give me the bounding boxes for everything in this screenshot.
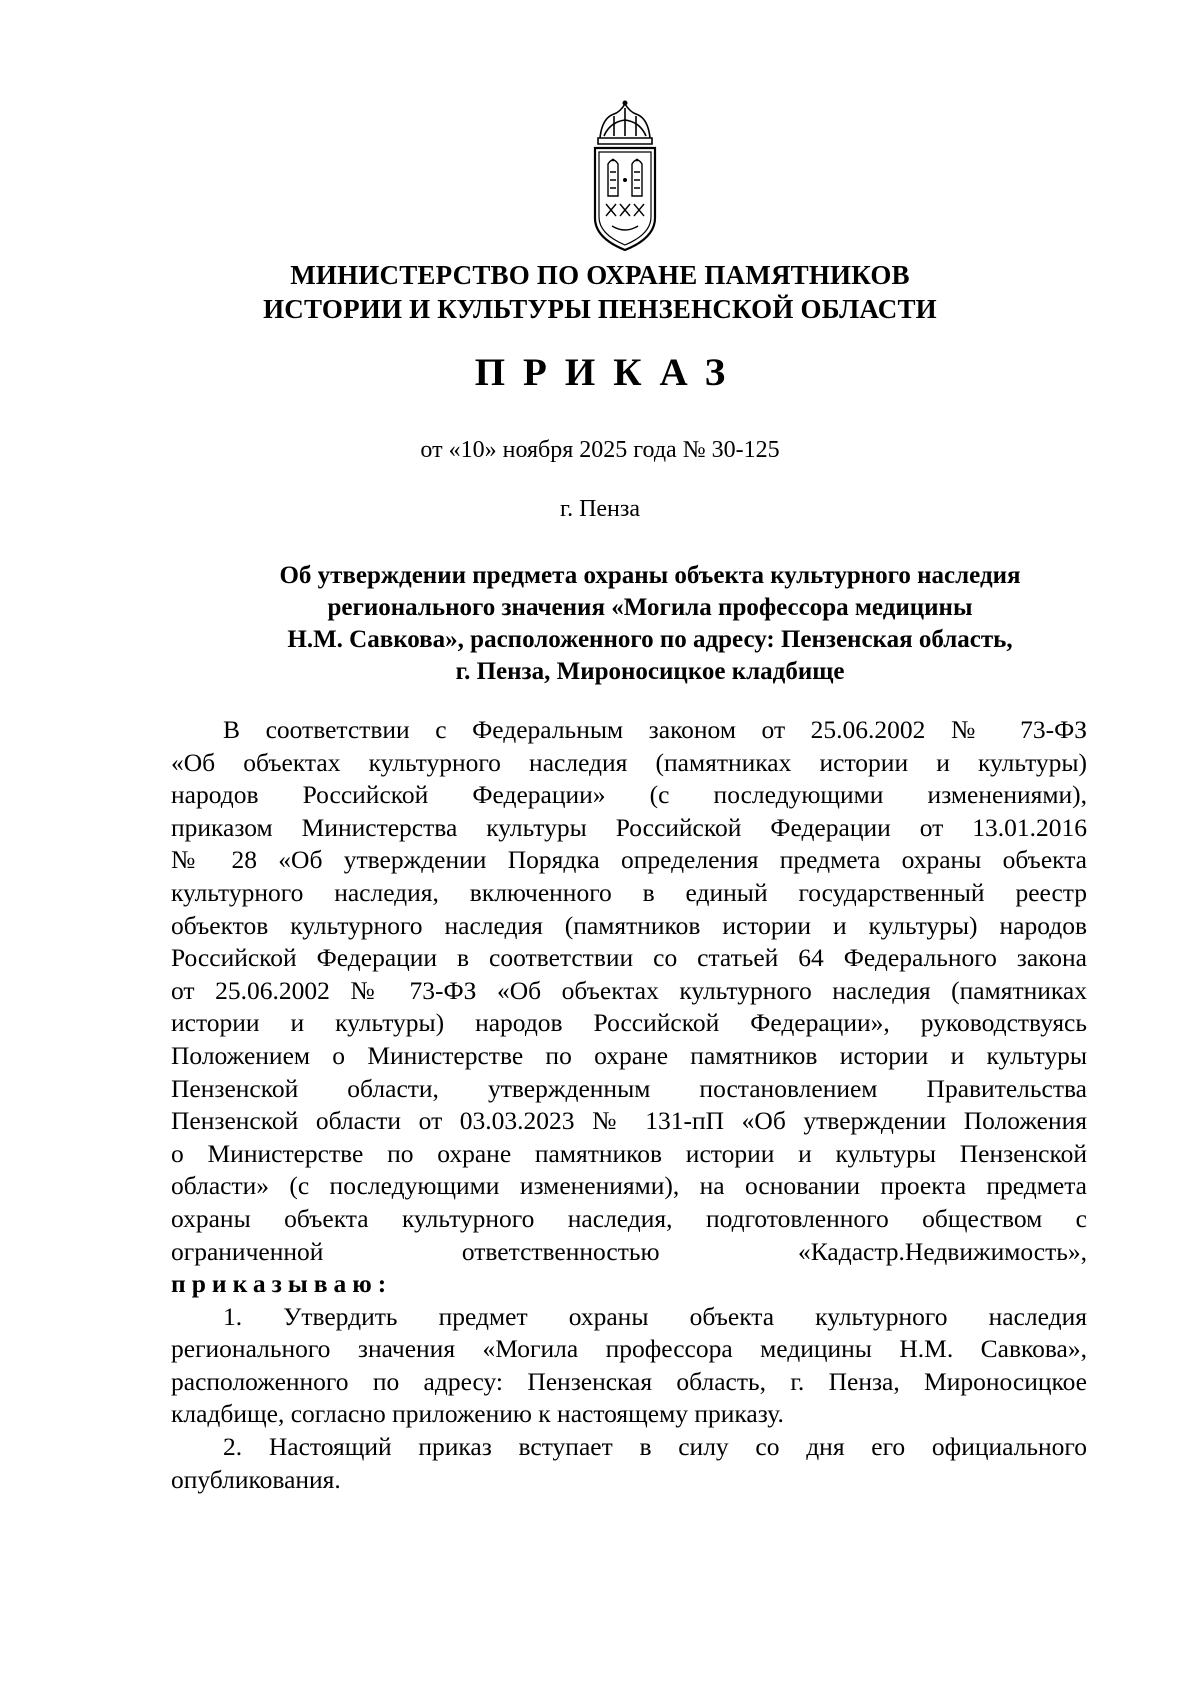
order-subject: [210, 560, 1090, 688]
preamble-line: народов Российской Федерации» (с последующими изменениями),: [171, 780, 1087, 810]
subject-line: г. Пенза, Мироносицкое кладбище: [455, 658, 845, 685]
item-2-line: опубликования.: [171, 1464, 341, 1494]
preamble-line: Пензенской области от 03.03.2023 № 131-пП «Об утверждении Положения: [171, 1106, 1087, 1136]
ministry-name-line1: МИНИСТЕРСТВО ПО ОХРАНЕ ПАМЯТНИКОВ: [290, 260, 910, 290]
preamble-line: В соответствии с Федеральным законом от 25.06.2002 № 73-ФЗ: [223, 715, 1087, 744]
item-1-line: 1. Утвердить предмет охраны объекта культурного наследия: [223, 1301, 1087, 1331]
preamble-line: от 25.06.2002 № 73-ФЗ «Об объектах культурного наследия (памятниках: [171, 975, 1087, 1005]
subject-line: Н.М. Савкова», расположенного по адресу: Пензенская область,: [287, 626, 1013, 653]
subject-line: регионального значения «Могила профессора медицины: [327, 594, 973, 621]
preamble-line: № 28 «Об утверждении Порядка определения предмета охраны объекта: [171, 845, 1087, 875]
preamble-line: о Министерстве по охране памятников истории и культуры Пензенской: [171, 1138, 1087, 1168]
preamble-line: Положением о Министерстве по охране памятников истории и культуры: [171, 1040, 1087, 1070]
order-city: г. Пенза: [559, 496, 641, 522]
preamble-line: истории и культуры) народов Российской Федерации», руководствуясь: [171, 1008, 1087, 1038]
item-1-line: расположенного по адресу: Пензенская область, г. Пенза, Мироносицкое: [171, 1366, 1087, 1396]
item-2-line: 2. Настоящий приказ вступает в силу со дня его официального: [223, 1432, 1087, 1462]
subject-line: Об утверждении предмета охраны объекта культурного наследия: [279, 562, 1021, 589]
preamble-line: культурного наследия, включенного в единый государственный реестр: [171, 877, 1087, 907]
preamble-line: Российской Федерации в соответствии со статьей 64 Федерального закона: [171, 943, 1087, 973]
preamble-line: ограниченной ответственностью «Кадастр.Недвижимость»,: [171, 1236, 1087, 1266]
preamble-line: «Об объектах культурного наследия (памятниках истории и культуры): [171, 747, 1087, 777]
preamble-line: Пензенской области, утвержденным постановлением Правительства: [171, 1073, 1087, 1103]
order-date-number: от «10» ноября 2025 года № 30-125: [420, 437, 780, 463]
item-1-line: кладбище, согласно приложению к настоящему приказу.: [171, 1399, 784, 1429]
preamble-line: объектов культурного наследия (памятников истории и культуры) народов: [171, 910, 1087, 940]
item-1-line: регионального значения «Могила профессора медицины Н.М. Савкова»,: [171, 1334, 1087, 1364]
order-body: [171, 714, 1087, 1496]
preamble-line: области» (с последующими изменениями), на основании проекта предмета: [171, 1171, 1087, 1201]
ministry-name: [150, 258, 1050, 326]
coat-of-arms-emblem: [590, 100, 660, 252]
document-type-title: ПРИКАЗ: [474, 351, 744, 394]
preamble-line: охраны объекта культурного наследия, подготовленного обществом с: [171, 1203, 1087, 1233]
preamble-line: приказом Министерства культуры Российской Федерации от 13.01.2016: [171, 812, 1087, 842]
order-word: приказываю:: [171, 1269, 393, 1299]
ministry-name-line2: ИСТОРИИ И КУЛЬТУРЫ ПЕНЗЕНСКОЙ ОБЛАСТИ: [263, 294, 937, 324]
